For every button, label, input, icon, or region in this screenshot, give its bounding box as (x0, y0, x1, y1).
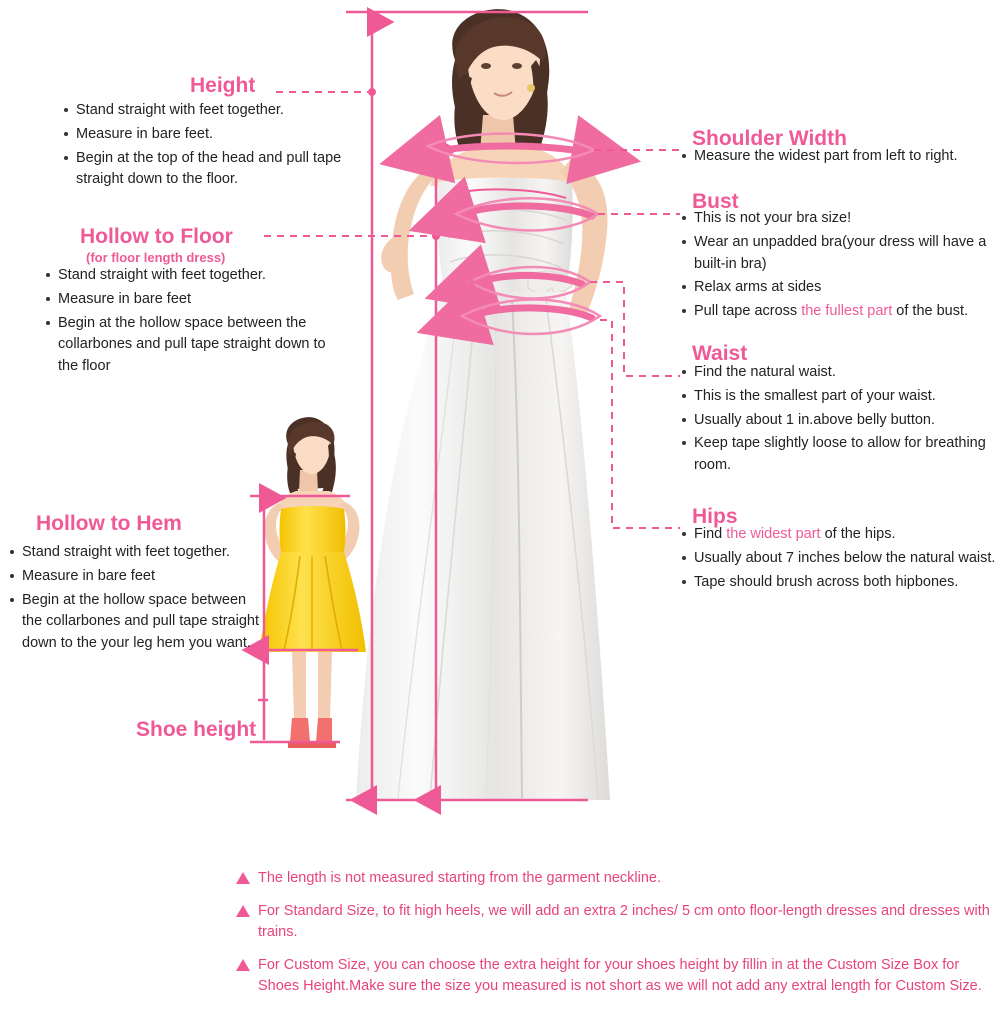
hollow-to-floor-subtitle: (for floor length dress) (86, 250, 226, 265)
list-item: Relax arms at sides (680, 277, 1000, 299)
warning-triangle-icon (236, 959, 250, 971)
note-item (236, 955, 996, 997)
note-text: For Custom Size, you can choose the extra height for your shoes height by fillin in at the Custom Size Box for Shoes Height.Make sure the size you measured is not short as we will not add any extral length for Custom Size. (258, 957, 982, 995)
note-text: The length is not measured starting from the garment neckline. (258, 870, 661, 886)
hollow-to-floor-bullets (44, 265, 344, 380)
list-item: Find the natural waist. (680, 362, 1000, 384)
height-title: Height (190, 74, 256, 97)
note-item (236, 868, 996, 889)
footer-notes (236, 868, 996, 997)
hips-text-after: of the hips. (820, 526, 896, 542)
note-text: For Standard Size, to fit high heels, we will add an extra 2 inches/ 5 cm onto floor-length dresses and dresses with trains. (258, 903, 990, 941)
list-item: Tape should brush across both hipbones. (680, 572, 1000, 594)
hips-title: Hips (692, 505, 738, 528)
hollow-to-hem-section (36, 512, 182, 536)
model-white-dress (356, 9, 610, 800)
waist-bullets (680, 362, 1000, 479)
hips-bullets (680, 524, 1000, 595)
model-yellow-dress (259, 417, 366, 748)
hollow-to-floor-section (80, 225, 233, 265)
note-item (236, 901, 996, 943)
list-item-hips-widest (680, 524, 1000, 546)
waist-title: Waist (692, 342, 748, 365)
warning-triangle-icon (236, 872, 250, 884)
list-item: Stand straight with feet together. (8, 542, 260, 564)
height-section (190, 74, 255, 98)
list-item: Usually about 7 inches below the natural waist. (680, 548, 1000, 570)
list-item: Measure in bare feet (44, 289, 344, 311)
height-bullets (62, 100, 362, 193)
list-item: Begin at the top of the head and pull tape straight down to the floor. (62, 148, 362, 192)
list-item: This is the smallest part of your waist. (680, 386, 1000, 408)
bust-text-before: Pull tape across (694, 303, 802, 319)
hips-text-before: Find (694, 526, 727, 542)
shoe-height-title: Shoe height (136, 718, 257, 741)
list-item: Measure the widest part from left to right. (680, 146, 1000, 168)
list-item: Begin at the hollow space between the collarbones and pull tape straight down to the your leg hem you want. (8, 590, 260, 655)
list-item: Measure in bare feet. (62, 124, 362, 146)
list-item: Begin at the hollow space between the collarbones and pull tape straight down to the floor (44, 313, 344, 378)
shoe-height-section (136, 718, 256, 742)
list-item: Keep tape slightly loose to allow for breathing room. (680, 433, 1000, 477)
hips-text-emphasis: the widest part (726, 526, 821, 542)
hollow-to-hem-bullets (8, 542, 260, 657)
list-item: Measure in bare feet (8, 566, 260, 588)
list-item: Stand straight with feet together. (44, 265, 344, 287)
list-item: Stand straight with feet together. (62, 100, 362, 122)
bust-title: Bust (692, 190, 739, 213)
list-item: Usually about 1 in.above belly button. (680, 410, 1000, 432)
shoulder-width-title: Shoulder Width (692, 127, 847, 150)
bust-text-after: of the bust. (892, 303, 969, 319)
hollow-to-floor-title: Hollow to Floor (80, 225, 233, 248)
list-item: Wear an unpadded bra(your dress will have a built-in bra) (680, 232, 1000, 276)
list-item-bust-fullest (680, 301, 1000, 323)
warning-triangle-icon (236, 905, 250, 917)
shoulder-width-bullets (680, 146, 1000, 170)
list-item: This is not your bra size! (680, 208, 1000, 230)
hollow-to-hem-title: Hollow to Hem (36, 512, 182, 535)
bust-bullets (680, 208, 1000, 325)
bust-text-emphasis: the fullest part (801, 303, 893, 319)
